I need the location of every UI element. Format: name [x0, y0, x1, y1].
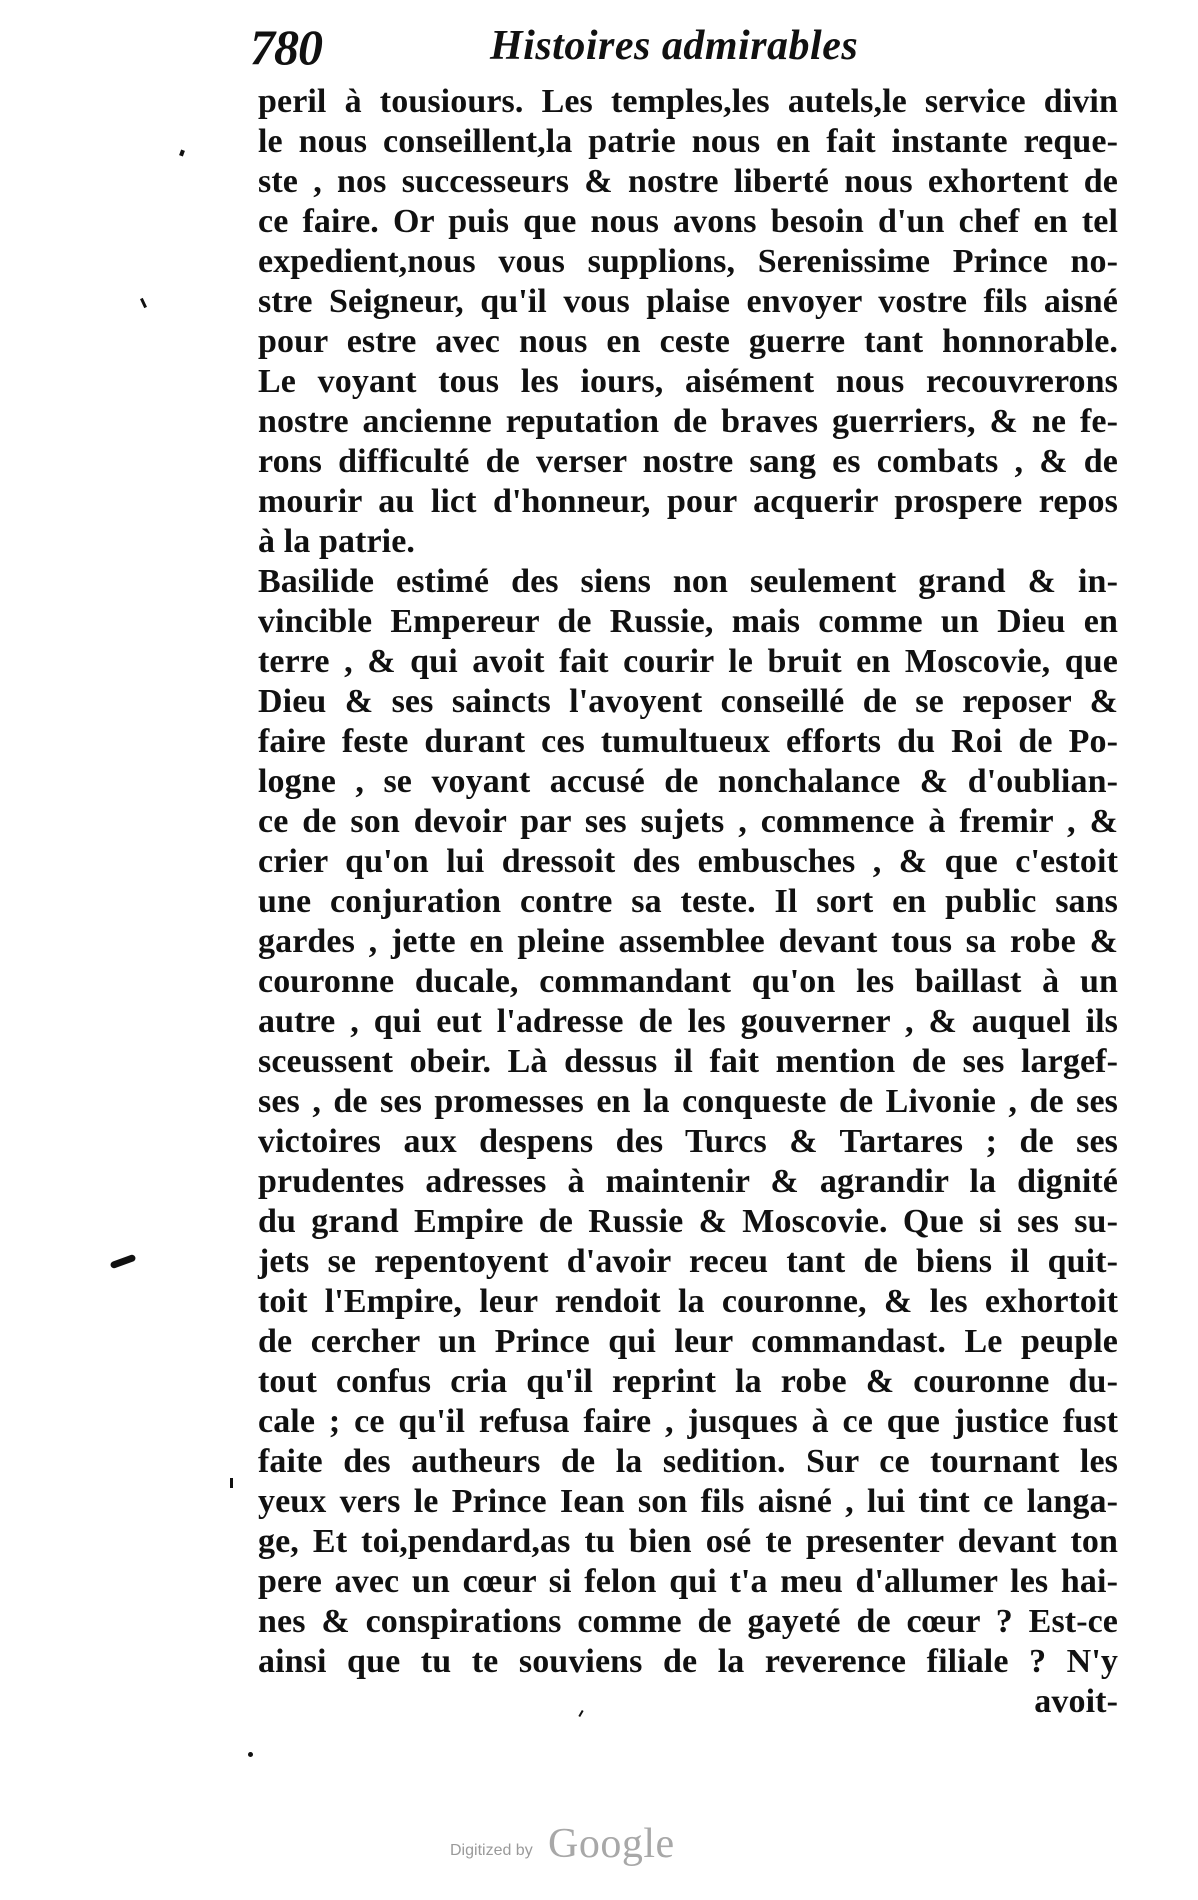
ink-speck — [140, 298, 147, 308]
text-line: terre , & qui avoit fait courir le bruit en Moscovie, que — [258, 643, 1118, 680]
ink-speck — [248, 1752, 253, 1757]
text-line: ainsi que tu te souviens de la reverence filiale ? N'y — [258, 1643, 1118, 1680]
text-line: prudentes adresses à maintenir & agrandir la dignité — [258, 1163, 1118, 1200]
text-line: sceussent obeir. Là dessus il fait mention de ses largef- — [258, 1043, 1118, 1080]
text-line: faire feste durant ces tumultueux efforts du Roi de Po- — [258, 723, 1118, 760]
text-line: crier qu'on lui dressoit des embusches , & que c'estoit — [258, 843, 1118, 880]
page-number: 780 — [250, 19, 322, 75]
text-line: stre Seigneur, qu'il vous plaise envoyer vostre fils aisné — [258, 283, 1118, 320]
text-line: une conjuration contre sa teste. Il sort en public sans — [258, 883, 1118, 920]
text-line: gardes , jette en pleine assemblee devant tous sa robe & — [258, 923, 1118, 960]
running-title: Histoires admirables — [490, 23, 859, 69]
digitization-watermark — [450, 1820, 750, 1870]
ink-speck — [179, 149, 185, 156]
text-line: Le voyant tous les iours, aisément nous recouvrerons — [258, 363, 1118, 400]
text-line: vincible Empereur de Russie, mais comme un Dieu en — [258, 603, 1118, 640]
text-line: cale ; ce qu'il refusa faire , jusques à ce que justice fust — [258, 1403, 1118, 1440]
google-logo: Google — [548, 1821, 675, 1867]
catchword: avoit- — [1034, 1683, 1118, 1720]
text-line: rons difficulté de verser nostre sang es combats , & de — [258, 443, 1118, 480]
text-line: expedient,nous vous supplions, Serenissime Prince no- — [258, 243, 1118, 280]
text-line: tout confus cria qu'il reprint la robe & couronne du- — [258, 1363, 1118, 1400]
text-line: ce de son devoir par ses sujets , commence à fremir , & — [258, 803, 1118, 840]
text-line: autre , qui eut l'adresse de les gouverner , & auquel ils — [258, 1003, 1118, 1040]
ink-speck — [230, 1478, 233, 1488]
text-line: ce faire. Or puis que nous avons besoin d'un chef en tel — [258, 203, 1118, 240]
text-line: pere avec un cœur si felon qui t'a meu d'allumer les hai- — [258, 1563, 1118, 1600]
text-line: Dieu & ses saincts l'avoyent conseillé de se reposer & — [258, 683, 1118, 720]
page-header — [250, 18, 880, 88]
text-line: victoires aux despens des Turcs & Tartares ; de ses — [258, 1123, 1118, 1160]
text-line: nes & conspirations comme de gayeté de cœur ? Est-ce — [258, 1603, 1118, 1640]
text-line: ses , de ses promesses en la conqueste de Livonie , de ses — [258, 1083, 1118, 1120]
text-line: de cercher un Prince qui leur commandast. Le peuple — [258, 1323, 1118, 1360]
text-line: jets se repentoyent d'avoir receu tant de biens il quit- — [258, 1243, 1118, 1280]
body-text — [258, 82, 1118, 1722]
text-line: peril à tousiours. Les temples,les autels,le service divin — [258, 83, 1118, 120]
text-line: couronne ducale, commandant qu'on les baillast à un — [258, 963, 1118, 1000]
text-line: nostre ancienne reputation de braves guerriers, & ne fe- — [258, 403, 1118, 440]
text-line: du grand Empire de Russie & Moscovie. Que si ses su- — [258, 1203, 1118, 1240]
text-line: le nous conseillent,la patrie nous en fait instante reque- — [258, 123, 1118, 160]
text-line: ge, Et toi,pendard,as tu bien osé te presenter devant ton — [258, 1523, 1118, 1560]
text-line: toit l'Empire, leur rendoit la couronne, & les exhortoit — [258, 1283, 1118, 1320]
text-line: faite des autheurs de la sedition. Sur ce tournant les — [258, 1443, 1118, 1480]
ink-smudge — [110, 1254, 137, 1269]
digitized-by-label: Digitized by — [450, 1842, 533, 1859]
text-line: à la patrie. — [258, 523, 416, 560]
text-line: mourir au lict d'honneur, pour acquerir prospere repos — [258, 483, 1118, 520]
text-line: yeux vers le Prince Iean son fils aisné , lui tint ce langa- — [258, 1483, 1118, 1520]
text-line: ste , nos successeurs & nostre liberté nous exhortent de — [258, 163, 1118, 200]
text-line: logne , se voyant accusé de nonchalance & d'oublian- — [258, 763, 1118, 800]
text-line: Basilide estimé des siens non seulement grand & in- — [258, 563, 1118, 600]
text-line: pour estre avec nous en ceste guerre tant honnorable. — [258, 323, 1118, 360]
